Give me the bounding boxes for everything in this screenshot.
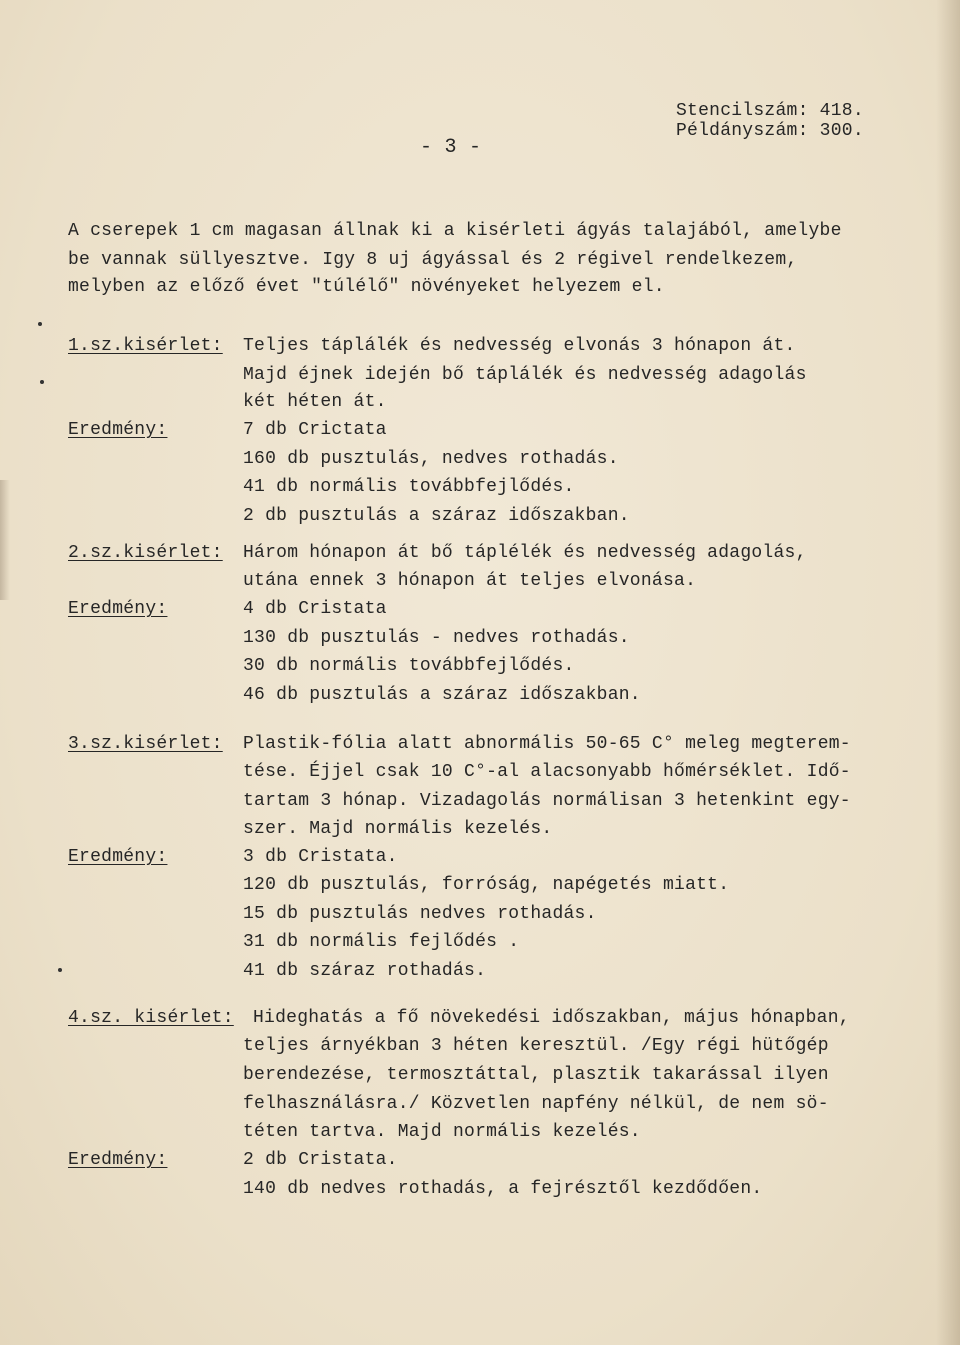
experiment-description-line: Plastik-fólia alatt abnormális 50-65 C° meleg megterem- <box>243 734 851 754</box>
result-line: 7 db Crictata <box>243 420 387 440</box>
result-line: 31 db normális fejlődés . <box>243 932 520 952</box>
copy-count: Példányszám: 300. <box>676 121 864 141</box>
result-line: 2 db Cristata. <box>243 1150 398 1170</box>
experiment-description-line: tése. Éjjel csak 10 C°-al alacsonyabb hőmérséklet. Idő- <box>243 762 851 782</box>
experiment-description-line: tartam 3 hónap. Vizadagolás normálisan 3 hetenkint egy- <box>243 791 851 811</box>
result-line: 140 db nedves rothadás, a fejrésztől kezdődően. <box>243 1179 763 1199</box>
experiment-label: 4.sz. kisérlet: <box>68 1008 234 1028</box>
experiment-description-line: Három hónapon át bő táplélék és nedvesség adagolás, <box>243 543 807 563</box>
result-line: 41 db normális továbbfejlődés. <box>243 477 575 497</box>
result-label: Eredmény: <box>68 599 168 619</box>
result-line: 4 db Cristata <box>243 599 387 619</box>
experiment-description-line: Hideghatás a fő növekedési időszakban, május hónapban, <box>253 1008 850 1028</box>
experiment-description-line: két héten át. <box>243 392 387 412</box>
result-label: Eredmény: <box>68 847 168 867</box>
experiment-description-line: szer. Majd normális kezelés. <box>243 819 553 839</box>
experiment-label: 1.sz.kisérlet: <box>68 336 223 356</box>
result-line: 160 db pusztulás, nedves rothadás. <box>243 449 619 469</box>
experiment-description-line: felhasználásra./ Közvetlen napfény nélkül, de nem sö- <box>243 1094 829 1114</box>
result-line: 41 db száraz rothadás. <box>243 961 487 981</box>
result-line: 30 db normális továbbfejlődés. <box>243 656 575 676</box>
experiment-description-line: berendezése, termosztáttal, plasztik takarással ilyen <box>243 1065 829 1085</box>
experiment-label: 3.sz.kisérlet: <box>68 734 223 754</box>
result-label: Eredmény: <box>68 1150 168 1170</box>
page-number: - 3 - <box>420 136 482 159</box>
experiment-description-line: Teljes táplálék és nedvesség elvonás 3 hónapon át. <box>243 336 796 356</box>
result-line: 2 db pusztulás a száraz időszakban. <box>243 506 630 526</box>
page-edge-shadow <box>936 0 960 1345</box>
experiment-description-line: teljes árnyékban 3 héten keresztül. /Egy régi hütőgép <box>243 1036 829 1056</box>
margin-mark <box>38 322 42 326</box>
experiment-description-line: téten tartva. Majd normális kezelés. <box>243 1122 641 1142</box>
page-left-shadow <box>0 480 10 600</box>
result-line: 120 db pusztulás, forróság, napégetés miatt. <box>243 875 730 895</box>
experiment-description-line: Majd éjnek idején bő táplálék és nedvesség adagolás <box>243 365 807 385</box>
result-line: 3 db Cristata. <box>243 847 398 867</box>
experiment-label: 2.sz.kisérlet: <box>68 543 223 563</box>
result-line: 15 db pusztulás nedves rothadás. <box>243 904 597 924</box>
margin-mark <box>58 968 62 972</box>
intro-line: be vannak süllyesztve. Igy 8 uj ágyással és 2 régivel rendelkezem, <box>68 250 798 270</box>
margin-mark <box>40 380 44 384</box>
result-line: 130 db pusztulás - nedves rothadás. <box>243 628 630 648</box>
intro-line: melyben az előző évet "túlélő" növényeket helyezem el. <box>68 277 665 297</box>
result-line: 46 db pusztulás a száraz időszakban. <box>243 685 641 705</box>
result-label: Eredmény: <box>68 420 168 440</box>
experiment-description-line: utána ennek 3 hónapon át teljes elvonása. <box>243 571 697 591</box>
stencil-number: Stencilszám: 418. <box>676 101 864 121</box>
intro-line: A cserepek 1 cm magasan állnak ki a kisérleti ágyás talajából, amelybe <box>68 221 842 241</box>
